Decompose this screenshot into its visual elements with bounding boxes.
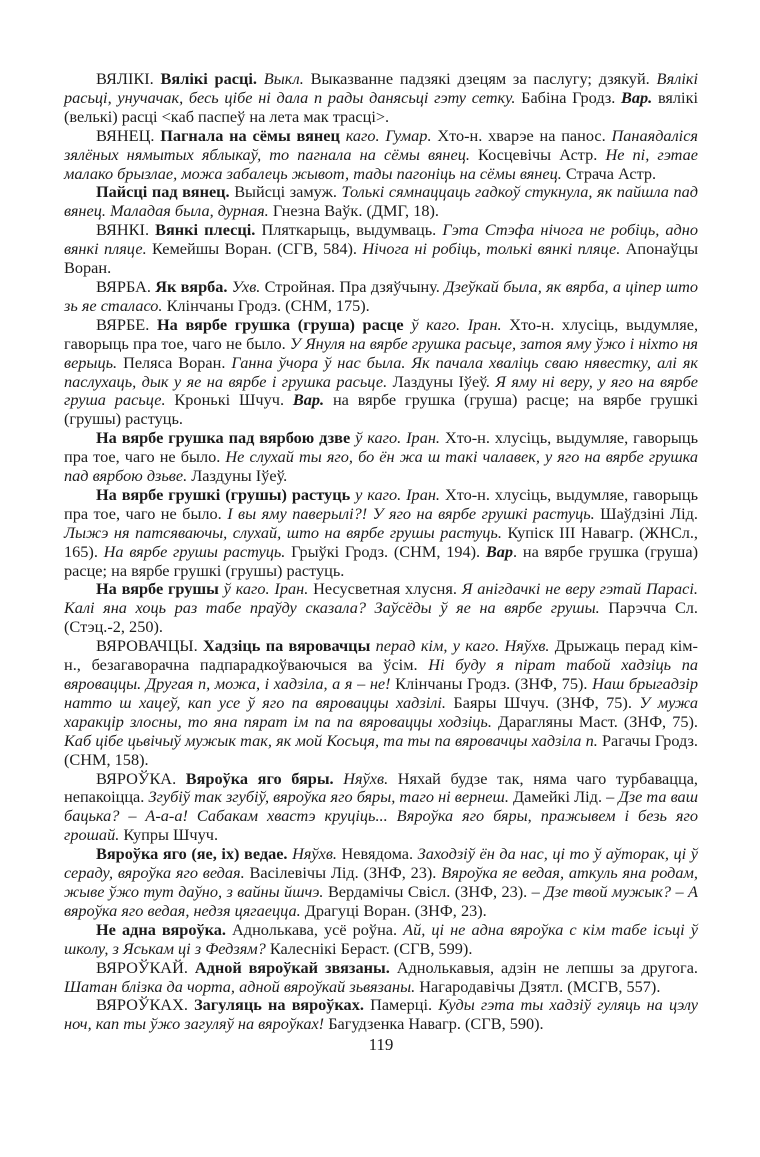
text-segment: Гэта Стэфа нічога не робіць, адно вянкі пляце.	[64, 220, 698, 259]
text-segment: Панаядаліся зялёных нямытых яблыкаў, то пагнала на сёмы вянец.	[64, 125, 698, 164]
text-segment: У мужа харакцір злосны, то яна пярат ім па па вяроваццы ходзіць.	[64, 692, 698, 731]
text-segment: Лаздуны Іўеў.	[392, 371, 496, 391]
text-segment: Дамейкі Лід.	[512, 787, 607, 807]
dictionary-entry	[64, 486, 698, 581]
text-segment: Вар.	[621, 87, 658, 107]
text-segment: Апонаўцы Воран.	[64, 239, 699, 278]
text-segment: Лыжэ ня патсяваючы, слухай, што на вярбе грушы растуць.	[64, 522, 508, 542]
text-segment: У Януля на вярбе грушка расьце, затоя яму ўжо і ніхто ня верыць.	[64, 333, 698, 372]
text-segment: Ні буду я пірат табой хадзіць па вяроваццы. Другая п, можа, і хадзіла, а я – не!	[64, 655, 699, 693]
text-segment: у каго. Іран.	[355, 484, 445, 504]
dictionary-entry	[64, 921, 698, 959]
text-segment: Памерці.	[370, 995, 439, 1015]
text-segment: Згубіў так згубіў, вяроўка яго бяры, таго ні вернеш.	[148, 787, 513, 807]
text-segment: Клінчаны Гродз. (ЗНФ, 75).	[395, 674, 593, 693]
text-segment: Калеснікі Бераст. (СГВ, 599).	[269, 938, 473, 958]
text-segment: Страча Астр.	[565, 163, 657, 183]
text-segment: Пагнала на сёмы вянец	[160, 125, 346, 145]
text-segment: Нічога ні робіць, толькі вянкі пляце.	[362, 239, 626, 259]
text-segment: На вярбе грушка (груша) расце	[157, 314, 412, 334]
text-segment: Нагародавічы Дзятл. (МСГВ, 557).	[419, 976, 661, 996]
text-segment: Загуляць на вяроўках.	[194, 995, 371, 1015]
text-segment: Аднолькава, усё роўна.	[232, 919, 404, 939]
text-segment: Вяроўка яе ведая, аткуль яна родам, жыве ўжо тут даўно, з вайны йшчэ.	[64, 863, 698, 901]
text-segment: Кемейшы Воран. (СГВ, 584).	[152, 239, 363, 259]
text-segment: ў каго. Іран.	[223, 579, 314, 599]
dictionary-entry	[64, 429, 698, 486]
text-segment: Вар	[485, 541, 514, 561]
dictionary-entry	[64, 316, 698, 429]
text-segment: Наш брыгадзір натто ш хацеў, кап усе ў яго па вяроваццы хадзілі.	[64, 674, 698, 712]
text-segment: Не слухай ты яго, бо ён жа ш такі чалавек, у яго на вярбе грушка пад вярбою дзьве.	[64, 447, 698, 486]
text-segment: На вярбе грушы	[96, 579, 224, 599]
text-segment: Вяроўка яго бяры.	[185, 768, 344, 788]
text-segment: Шатан блізка да чорта, адной вяроўкай зьвязаны.	[64, 976, 420, 996]
text-segment: ВЯРОВАЧЦЫ.	[96, 636, 203, 656]
dictionary-entry	[64, 959, 698, 997]
text-segment: Дрыжаць перад кім-н., безагаворачна падпарадкоўваючыся ва ўсім.	[64, 636, 698, 675]
text-segment: Парэчча Сл. (Стэц.-2, 250).	[64, 598, 698, 637]
text-segment: на вярбе грушка (груша) расце; на вярбе грушкі (грушы) растуць.	[64, 390, 698, 429]
text-segment: Я яму ні веру, у яго на вярбе груша расьце.	[64, 371, 698, 410]
text-segment: Аднолькавыя, адзін не лепшы за другога.	[396, 957, 698, 977]
text-segment: Вар.	[292, 390, 333, 410]
dictionary-entry	[64, 278, 698, 316]
text-segment: Хадзіць па вяровачцы	[202, 636, 376, 656]
text-segment: Куды гэта ты хадзіў гуляць на цэлу ноч, кап ты ўжо загуляў на вяроўках!	[64, 995, 698, 1034]
text-segment: вялікі (велькі) расці <каб паспеў на лета мак трасці>.	[64, 87, 698, 126]
text-segment: Пайсці пад вянец.	[96, 182, 235, 202]
text-segment: Драгуці Воран. (ЗНФ, 23).	[304, 900, 487, 920]
text-segment: ВЯНЕЦ.	[96, 125, 161, 145]
text-segment: Як вярба.	[155, 276, 232, 296]
text-segment: Толькі сямнаццаць гадкоў стукнула, як пайшла пад вянец. Маладая была, дурная.	[64, 182, 698, 221]
text-segment: Купіск III Навагр. (ЖНСл., 165).	[64, 522, 699, 561]
text-segment: Хто-н. хварэе на панос.	[437, 125, 612, 145]
text-segment: Васілевічы Лід. (ЗНФ, 23).	[249, 863, 442, 883]
text-segment: Я анігдачкі не веру гэтай Парасі. Калі яна хоць раз табе праўду сказала? Заўсёды ў яе на вярбе грушы.	[64, 579, 698, 618]
text-segment: Бабіна Гродз.	[521, 87, 622, 107]
text-segment: Няўхв.	[343, 768, 398, 788]
text-segment: . на вярбе грушка (груша) расце; на вярбе грушкі (грушы) растуць.	[64, 541, 698, 580]
text-segment: Багудзенка Навагр. (СГВ, 590).	[328, 1014, 544, 1034]
text-segment: Вялікі расьці, унучачак, бесь цібе ні дала п рады данясьці гэту сетку.	[64, 69, 699, 107]
text-segment: Несусветная хлусня.	[313, 579, 462, 599]
text-segment: Выйсці замуж.	[234, 182, 342, 202]
text-segment: На вярбе грушкі (грушы) растуць	[96, 484, 356, 504]
text-segment: ВЯРОЎКА.	[96, 768, 186, 788]
text-segment: ВЯРОЎКАЙ.	[96, 957, 195, 977]
dictionary-entry	[64, 996, 698, 1034]
text-segment: ў каго. Іран.	[355, 428, 445, 448]
text-segment: Ганна ўчора ў нас была. Як пачала хваліць сваю нявестку, алі як паслухаць, дык у яе на вярбе і грушка расьце.	[64, 352, 699, 391]
text-segment: – Дзе твой мужык? – А вяроўка яго ведая, недзя цягаецца.	[64, 881, 699, 920]
text-segment: Вялікі расці.	[160, 69, 264, 88]
text-segment: Грыўкі Гродз. (СНМ, 194).	[291, 541, 486, 561]
text-segment: Дарагляны Маст. (ЗНФ, 75).	[497, 711, 698, 731]
text-segment: перад кім, у каго. Няўхв.	[375, 636, 555, 656]
text-segment: – Дзе та ваш бацька? – А-а-а! Сабакам хвастэ круціць... Вяроўка яго бяры, пражывем і безь яго грошай.	[64, 787, 698, 845]
text-segment: Стройная. Пра дзяўчыну.	[264, 276, 445, 296]
text-segment: І вы яму паверылі?! У яго на вярбе грушкі растуць.	[227, 503, 601, 523]
dictionary-entry	[64, 845, 698, 921]
text-segment: Выказванне падзякі дзецям за паслугу; дзякуй.	[310, 69, 657, 88]
text-segment: Невядома.	[341, 844, 418, 864]
text-segment: На вярбе грушы растуць.	[103, 541, 292, 561]
text-segment: Няўхв.	[292, 844, 342, 864]
page-number: 119	[368, 1035, 394, 1055]
dictionary-entry	[64, 70, 698, 127]
text-segment: ВЯЛІКІ.	[96, 69, 161, 88]
dictionary-entries	[64, 70, 698, 1034]
text-segment: ВЯРБА.	[96, 276, 156, 296]
text-segment: Хто-н. хлусіць, выдумляе, гаворыць пра тое, чаго не было.	[64, 428, 699, 467]
dictionary-entry	[64, 770, 698, 846]
text-segment: Баяры Шчуч. (ЗНФ, 75).	[453, 692, 640, 712]
text-segment: Вяроўка яго (яе, іх) ведае.	[96, 844, 293, 864]
text-segment: Дзеўкай была, як вярба, а ціпер што зь яе сталасо.	[64, 276, 698, 315]
text-segment: ў каго. Іран.	[411, 314, 510, 334]
text-segment: Купры Шчуч.	[123, 825, 219, 845]
text-segment: Лаздуны Іўеў.	[191, 466, 288, 486]
text-segment: Заходзіў ён да нас, ці то ў аўторак, ці ў сераду, вяроўка яго ведая.	[64, 844, 698, 883]
dictionary-entry	[64, 637, 698, 769]
text-segment: Хто-н. хлусіць, выдумляе, гаворыць пра тое, чаго не было.	[64, 484, 699, 523]
text-segment: Рагачы Гродз. (СНМ, 158).	[64, 730, 698, 769]
text-segment: Гнезна Ваўк. (ДМГ, 18).	[272, 201, 439, 221]
text-segment: Кронькі Шчуч.	[174, 390, 293, 410]
text-segment: Косцевічы Астр.	[478, 144, 606, 164]
text-segment: Не пі, гэтае малако брызлае, можа забалець жывот, тады пагоніць на сёмы вянец.	[64, 144, 699, 183]
text-segment: Няхай будзе так, няма чаго турбавацца, непакоіцца.	[64, 768, 698, 807]
text-segment: Шаўдзіні Лід.	[600, 503, 698, 523]
dictionary-entry	[64, 221, 698, 278]
text-segment: Ай, ці не адна вяроўка с кім табе ісьці ў школу, з Яськам ці з Федзям?	[64, 919, 698, 958]
text-segment: Пляткарыць, выдумваць.	[261, 220, 443, 240]
text-segment: Клінчаны Гродз. (СНМ, 175).	[166, 295, 370, 315]
text-segment: ВЯРОЎКАХ.	[96, 995, 195, 1015]
text-segment: Пеляса Воран.	[123, 352, 232, 372]
text-segment: ВЯРБЕ.	[96, 314, 157, 334]
dictionary-entry	[64, 183, 698, 221]
text-segment: Ухв.	[231, 276, 265, 296]
text-segment: ВЯНКІ.	[96, 220, 156, 240]
text-segment: Каб цібе цьвічыў мужык так, як мой Косьця, та ты па вяровачцы хадзіла п.	[64, 730, 602, 750]
text-segment: Вянкі плесці.	[155, 220, 262, 240]
dictionary-entry	[64, 127, 698, 184]
dictionary-entry	[64, 580, 698, 637]
text-segment: Не адна вяроўка.	[96, 919, 233, 939]
text-segment: Хто-н. хлусіць, выдумляе, гаворыць пра тое, чаго не было.	[64, 314, 699, 353]
text-segment: Выкл.	[263, 69, 311, 88]
text-segment: Вердамічы Свісл. (ЗНФ, 23).	[327, 881, 532, 901]
text-segment: Адной вяроўкай звязаны.	[194, 957, 397, 977]
text-segment: На вярбе грушка пад вярбою дзве	[96, 428, 356, 448]
text-segment: каго. Гумар.	[345, 125, 438, 145]
